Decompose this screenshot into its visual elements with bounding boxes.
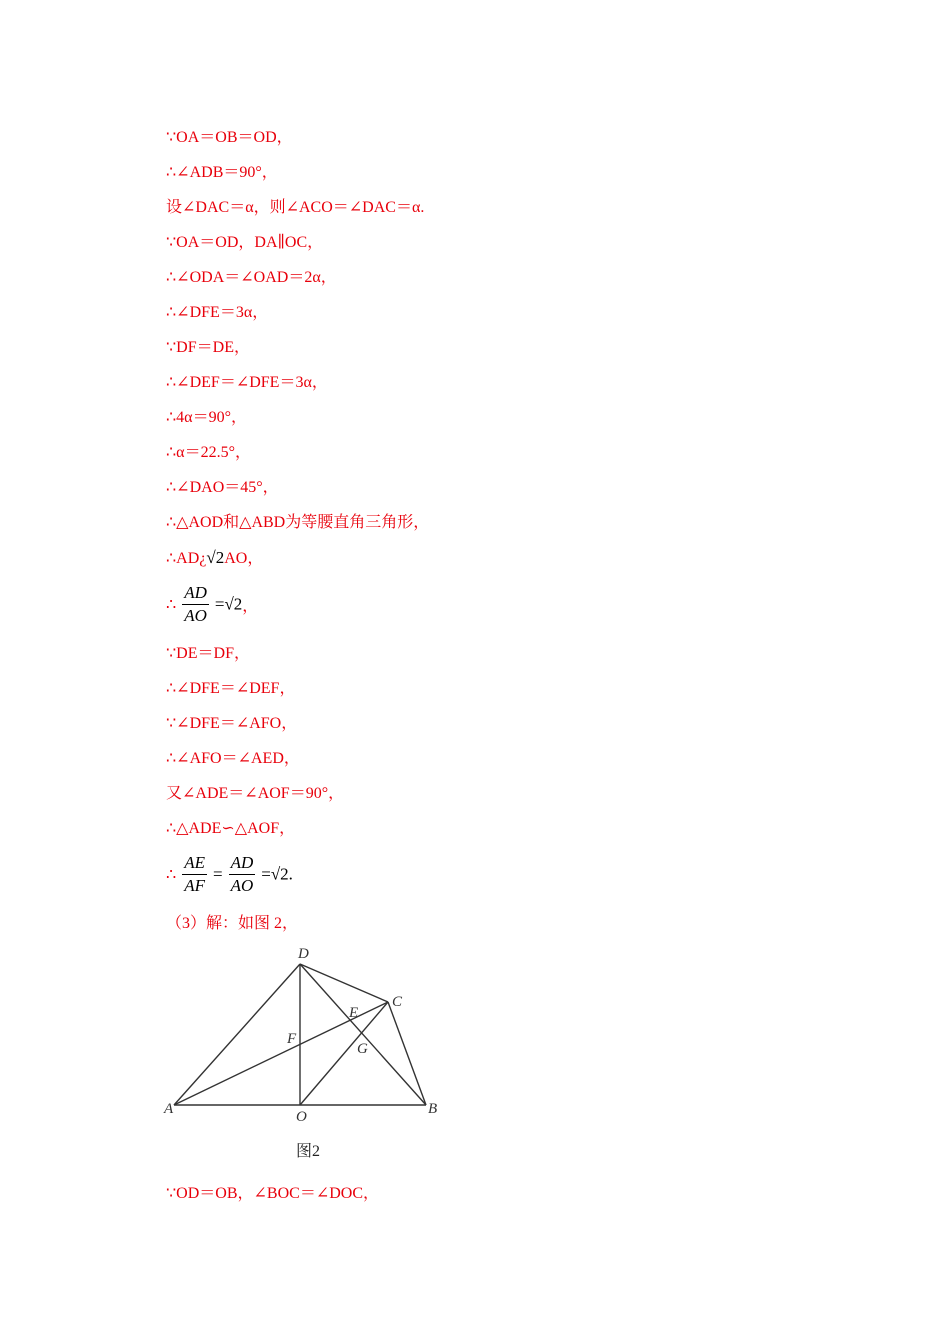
sqrt-two: √2 [224, 594, 243, 614]
proof-line-12: ∴△AOD和△ABD为等腰直角三角形， [166, 514, 430, 531]
segment-cb [388, 1002, 426, 1105]
therefore-symbol: ∴ [166, 866, 177, 884]
period: . [288, 864, 293, 884]
proof-line-9: ∴4α＝90°， [166, 409, 247, 426]
fraction-ae-af [182, 852, 207, 897]
label-g: G [357, 1041, 368, 1057]
proof-line-3: 设∠DAC＝α，则∠ACO＝∠DAC＝α. [166, 199, 425, 216]
geometry-figure-2 [160, 940, 460, 1130]
label-o: O [296, 1109, 307, 1125]
fraction-numerator: AD [229, 852, 256, 875]
proof-line-8: ∴∠DEF＝∠DFE＝3α， [166, 374, 328, 391]
sqrt-two: √2 [270, 864, 289, 884]
fraction-denominator: AO [184, 606, 207, 625]
figure-caption: 图2 [296, 1143, 321, 1160]
proof-line-6: ∴∠DFE＝3α， [166, 304, 269, 321]
fraction-denominator: AF [184, 876, 205, 895]
line13-head: ∴AD¿ [166, 550, 207, 567]
proof-line-11: ∴∠DAO＝45°， [166, 479, 279, 496]
proof-line-last: ∵OD＝OB，∠BOC＝∠DOC， [166, 1185, 380, 1202]
proof-line-4: ∵OA＝OD，DA∥OC， [166, 234, 324, 251]
proof-line-10: ∴α＝22.5°， [166, 444, 251, 461]
segment-ad [174, 964, 300, 1105]
fraction-denominator: AO [230, 876, 254, 895]
proof-line-18: 又∠ADE＝∠AOF＝90°， [166, 785, 345, 802]
label-f: F [287, 1031, 297, 1047]
equals-sign: = [261, 864, 271, 884]
equals-sign: = [212, 864, 223, 884]
proof-line-13 [166, 548, 263, 569]
comma: ， [242, 598, 259, 615]
proof-line-16: ∵∠DFE＝∠AFO， [166, 715, 298, 732]
fraction-line-1 [166, 582, 258, 627]
fraction-line-2 [166, 852, 293, 897]
proof-line-1: ∵OA＝OB＝OD， [166, 129, 293, 146]
proof-line-19: ∴△ADE∽△AOF， [166, 820, 296, 837]
label-d: D [298, 946, 309, 962]
sqrt-two: √2 [206, 548, 225, 567]
proof-line-14: ∵DE＝DF， [166, 645, 250, 662]
label-c: C [392, 994, 403, 1010]
proof-line-17: ∴∠AFO＝∠AED， [166, 750, 300, 767]
label-b: B [428, 1101, 438, 1117]
proof-line-7: ∵DF＝DE， [166, 339, 250, 356]
label-a: A [164, 1101, 174, 1117]
proof-line-15: ∴∠DFE＝∠DEF， [166, 680, 296, 697]
fraction-ad-ao [229, 852, 256, 897]
part-3-heading: （3）解：如图 2， [166, 915, 299, 932]
fraction-ad-ao [182, 582, 209, 627]
segment-oc [300, 1002, 388, 1105]
equals-sign: = [214, 594, 225, 614]
proof-line-5: ∴∠ODA＝∠OAD＝2α， [166, 269, 337, 286]
segment-dc [300, 964, 388, 1002]
fraction-numerator: AD [182, 582, 209, 605]
fraction-numerator: AE [182, 852, 207, 875]
label-e: E [349, 1005, 359, 1021]
proof-line-2: ∴∠ADB＝90°， [166, 164, 278, 181]
line13-tail: AO， [224, 550, 264, 567]
therefore-symbol: ∴ [166, 596, 177, 614]
